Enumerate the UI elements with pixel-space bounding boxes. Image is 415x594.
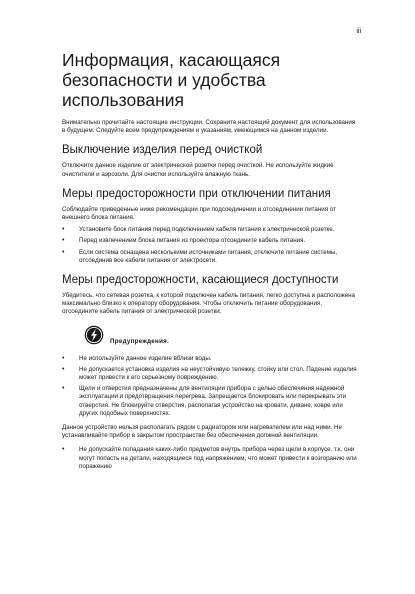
warning-label: Предупреждения. xyxy=(110,337,170,345)
list-item: • Если система оснащена несколькими источниками питания, отключите питание системы, отсоединив все кабели питания от электросети. xyxy=(62,248,338,264)
warning-callout xyxy=(84,325,358,345)
bullet-icon: • xyxy=(62,354,65,362)
bullet-icon: • xyxy=(62,385,65,393)
section-heading-disconnect: Меры предосторожности при отключении питания xyxy=(62,187,331,200)
list-item: • Не используйте данное изделие вблизи воды. xyxy=(62,354,212,362)
warning-after-text: Данное устройство нельзя располагать рядом с радиатором или нагревателем или над ними. Не устанавливайте прибор в закрытом пространстве без обеспечения должной вентиляции. xyxy=(62,424,342,440)
list-item: • Не допускается установка изделия на неустойчивую тележку, стойку или стол. Падение изделия может привести к его серьезному повреждению. xyxy=(62,365,357,382)
bullet-icon: • xyxy=(62,446,65,454)
bullet-icon: • xyxy=(62,237,65,245)
content-body xyxy=(62,119,358,474)
page-title: Информация, касающаяся безопасности и удобства использования xyxy=(62,50,281,110)
bullet-icon: • xyxy=(62,248,65,256)
list-item: • Перед извлечением блока питания из проектора отсоедините кабель питания. xyxy=(62,237,306,245)
warning-bullet-list xyxy=(62,355,358,418)
section-text-disconnect: Соблюдайте приведенные ниже рекомендации при подсоединении и отсоединении питания от внешнего блока питания. xyxy=(62,205,336,222)
intro-paragraph: Внимательно прочитайте настоящие инструкции. Сохраните настоящий документ для использования в будущем. Следуйте всем предупреждениям и указаниям, имеющимся на данном изделии. xyxy=(62,119,356,135)
disconnect-bullet-list xyxy=(62,226,358,265)
lightning-warning-icon xyxy=(84,325,104,345)
section-text-access: Убедитесь, что сетевая розетка, к которой подключен кабель питания, легко доступна и расположена максимально близко к оператору оборудования. Чтобы отключить питание оборудования, отсоедините кабель питания от электрической розетки. xyxy=(62,292,355,316)
bullet-icon: • xyxy=(62,365,65,373)
bullet-icon: • xyxy=(62,226,65,234)
section-heading-access: Меры предосторожности, касающиеся доступности xyxy=(62,274,339,287)
list-item: • Щели и отверстия предназначены для вентиляции прибора с целью обеспечения надежной эксплуатации и предотвращения перегрева. Запрещается блокировать или перекрывать эти отверстия. Не блокируйте отверстия, располагая устройство на кровати, диване, ковре или других подобных поверхностях. xyxy=(62,385,347,417)
section-text-cleaning: Отключите данное изделие от электрической розетки перед очисткой. Не используйте жидкие очистители и аэрозоли. Для очистки используйте влажную ткань. xyxy=(62,162,334,178)
list-item: • Не допускайте попадания каких-либо предметов внутрь прибора через щели в корпусе, т.к. они могут попасть на детали, находящиеся под напряжением, что может привести к возгоранию или поражению xyxy=(62,446,357,470)
final-bullet-list xyxy=(62,446,358,471)
section-heading-cleaning: Выключение изделия перед очисткой xyxy=(62,144,263,157)
list-item: • Установите блок питания перед подключением кабеля питания к электрической розетке. xyxy=(62,226,335,234)
page-number: iii xyxy=(356,28,361,35)
